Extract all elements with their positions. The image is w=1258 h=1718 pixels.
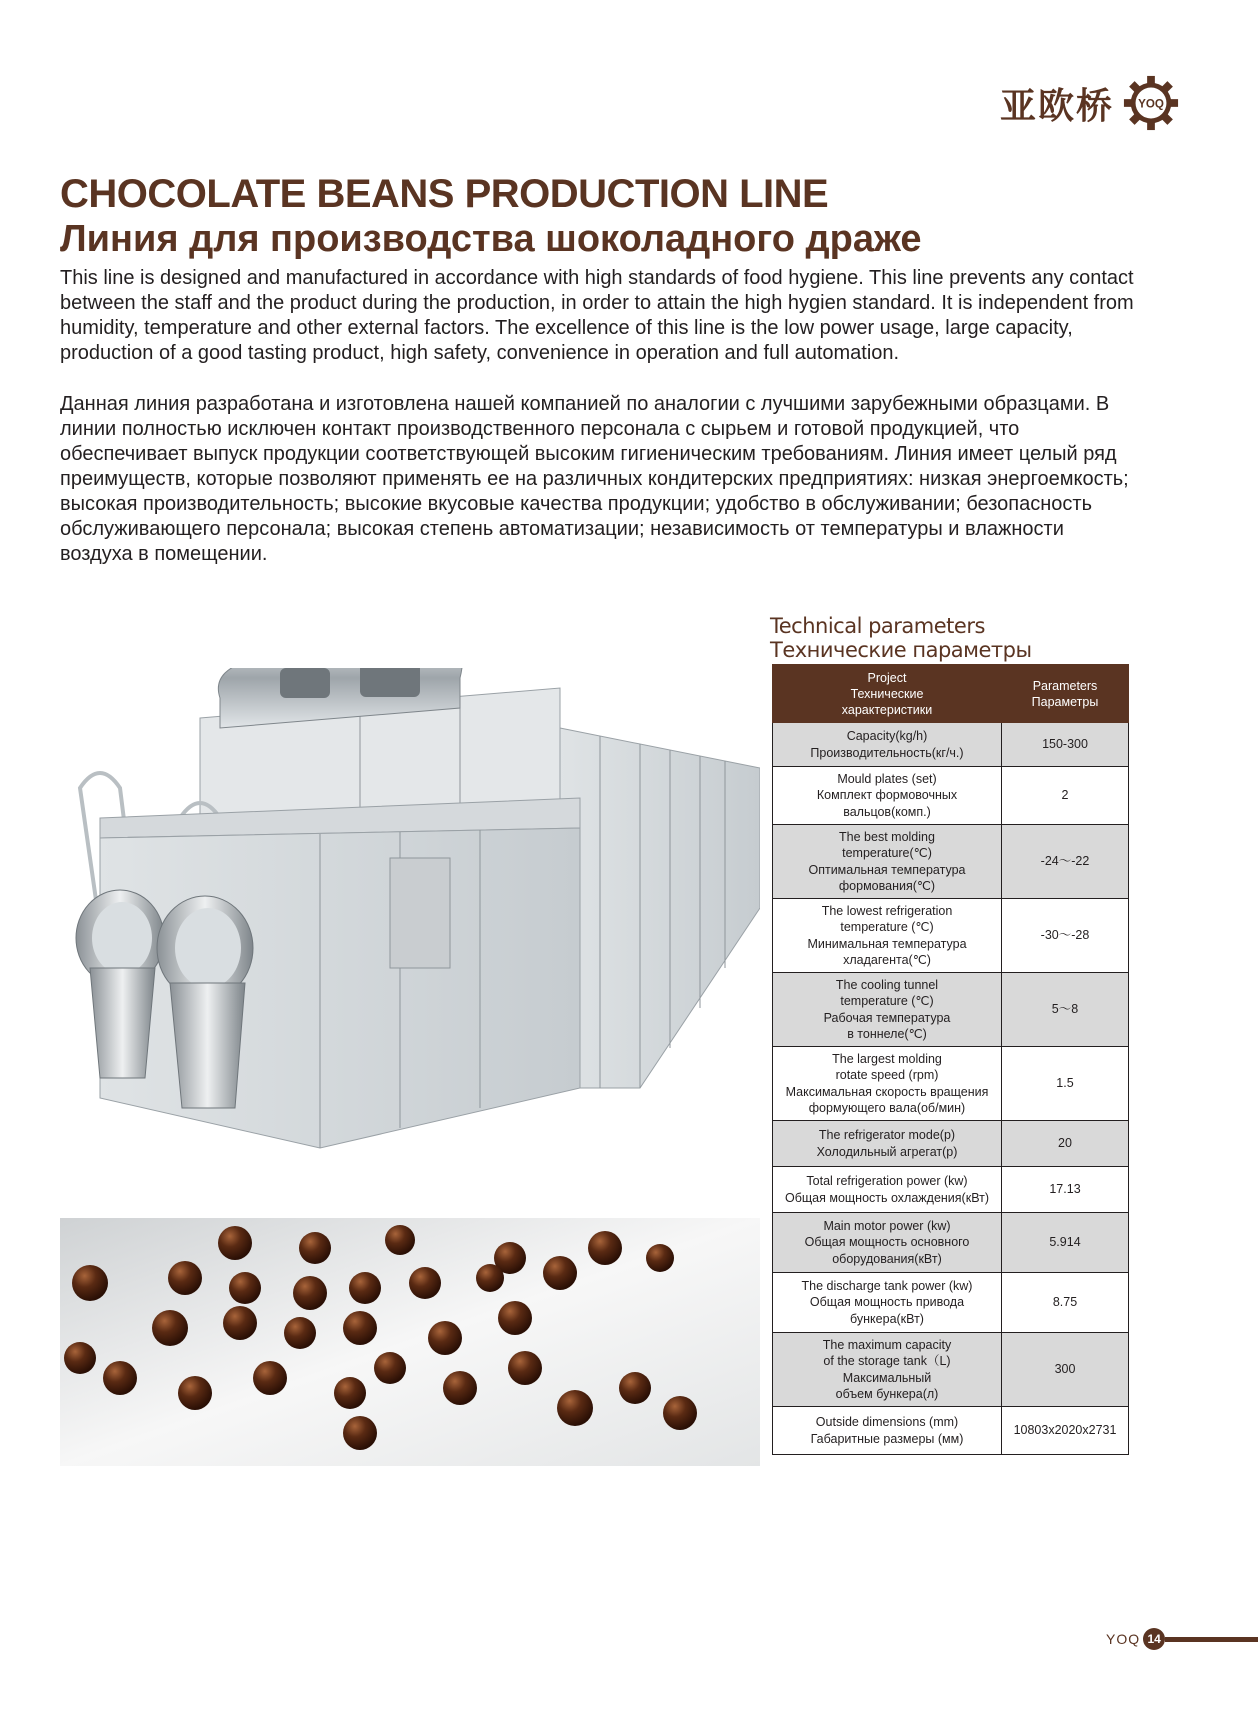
- column-header-project: Project Технические характеристики: [773, 665, 1002, 723]
- table-row: Main motor power (kw) Общая мощность основного оборудования(кВт) 5.914: [773, 1213, 1129, 1273]
- parameter-value: 5～8: [1002, 973, 1129, 1047]
- logo-badge-text: YOQ: [1138, 97, 1164, 111]
- table-row: Mould plates (set) Комплект формовочных вальцов(комп.) 2: [773, 767, 1129, 825]
- logo-text: 亚欧桥: [1000, 85, 1115, 127]
- table-row: The lowest refrigeration temperature (℃) Минимальная температура хладагента(℃) -30～-28: [773, 899, 1129, 973]
- technical-parameters-title-ru: Технические параметры: [770, 638, 1032, 662]
- parameter-value: 2: [1002, 767, 1129, 825]
- table-row: The maximum capacity of the storage tank（L) Максимальный объем бункера(л) 300: [773, 1333, 1129, 1407]
- parameter-value: 10803x2020x2731: [1002, 1407, 1129, 1455]
- table-row: The cooling tunnel temperature (℃) Рабочая температура в тоннеле(℃) 5～8: [773, 973, 1129, 1047]
- footer-divider: [1165, 1637, 1258, 1642]
- technical-parameters-table: [772, 664, 1129, 1455]
- parameter-value: 20: [1002, 1121, 1129, 1167]
- title-english: CHOCOLATE BEANS PRODUCTION LINE: [60, 172, 829, 216]
- table-row: Total refrigeration power (kw) Общая мощность охлаждения(кВт) 17.13: [773, 1167, 1129, 1213]
- parameter-value: 17.13: [1002, 1167, 1129, 1213]
- technical-parameters-title: [770, 614, 1032, 662]
- parameter-value: 1.5: [1002, 1047, 1129, 1121]
- description-russian: Данная линия разработана и изготовлена нашей компанией по аналогии с лучшими зарубежными образцами. В линии полностью исключен контакт производственного персонала с сырьем и готовой продукцией, что обеспечивает выпуск продукции соответствующей высоким гигиеническим требованиям. Линия имеет целый ряд преимуществ, которые позволяют применять ее на различных кондитерских предприятиях: низкая энергоемкость; высокая производительность; высокие вкусовые качества продукции; удобство в обслуживании; безопасность обслуживающего персонала; высокая степень автоматизации; независимость от температуры и влажности воздуха в помещении.: [60, 393, 1129, 565]
- chocolate-beans-photo: [60, 1218, 760, 1466]
- production-line-photo: [60, 668, 760, 1178]
- table-row: Outside dimensions (mm) Габаритные размеры (мм) 10803x2020x2731: [773, 1407, 1129, 1455]
- table-row: The largest molding rotate speed (rpm) Максимальная скорость вращения формующего вала(об/мин) 1.5: [773, 1047, 1129, 1121]
- technical-parameters-title-en: Technical parameters: [770, 614, 985, 638]
- parameter-value: -30～-28: [1002, 899, 1129, 973]
- parameter-value: 300: [1002, 1333, 1129, 1407]
- page-number-badge: 14: [1143, 1628, 1165, 1650]
- table-row: The discharge tank power (kw) Общая мощность привода бункера(кВт) 8.75: [773, 1273, 1129, 1333]
- gear-logo-icon: [1122, 74, 1180, 132]
- parameter-value: 150-300: [1002, 723, 1129, 767]
- footer-brand: YOQ: [1106, 1631, 1141, 1647]
- title-russian: Линия для производства шоколадного драже: [60, 218, 922, 260]
- table-row: The best molding temperature(℃) Оптимальная температура формования(℃) -24～-22: [773, 825, 1129, 899]
- parameter-value: 5.914: [1002, 1213, 1129, 1273]
- description-english: This line is designed and manufactured in accordance with high standards of food hygiene. This line prevents any contact between the staff and the product during the production, in order to attain the high hygien standard. It is independent from humidity, temperature and other external factors. The excellence of this line is the low power usage, large capacity, production of a good tasting product, high safety, convenience in operation and full automation.: [60, 267, 1134, 364]
- table-row: The refrigerator mode(p) Холодильный агрегат(p) 20: [773, 1121, 1129, 1167]
- table-row: Capacity(kg/h) Производительность(кг/ч.) 150-300: [773, 723, 1129, 767]
- parameter-value: -24～-22: [1002, 825, 1129, 899]
- page-footer: [1106, 1628, 1258, 1650]
- column-header-parameters: Parameters Параметры: [1002, 665, 1129, 723]
- brand-logo: [1000, 74, 1180, 132]
- parameter-value: 8.75: [1002, 1273, 1129, 1333]
